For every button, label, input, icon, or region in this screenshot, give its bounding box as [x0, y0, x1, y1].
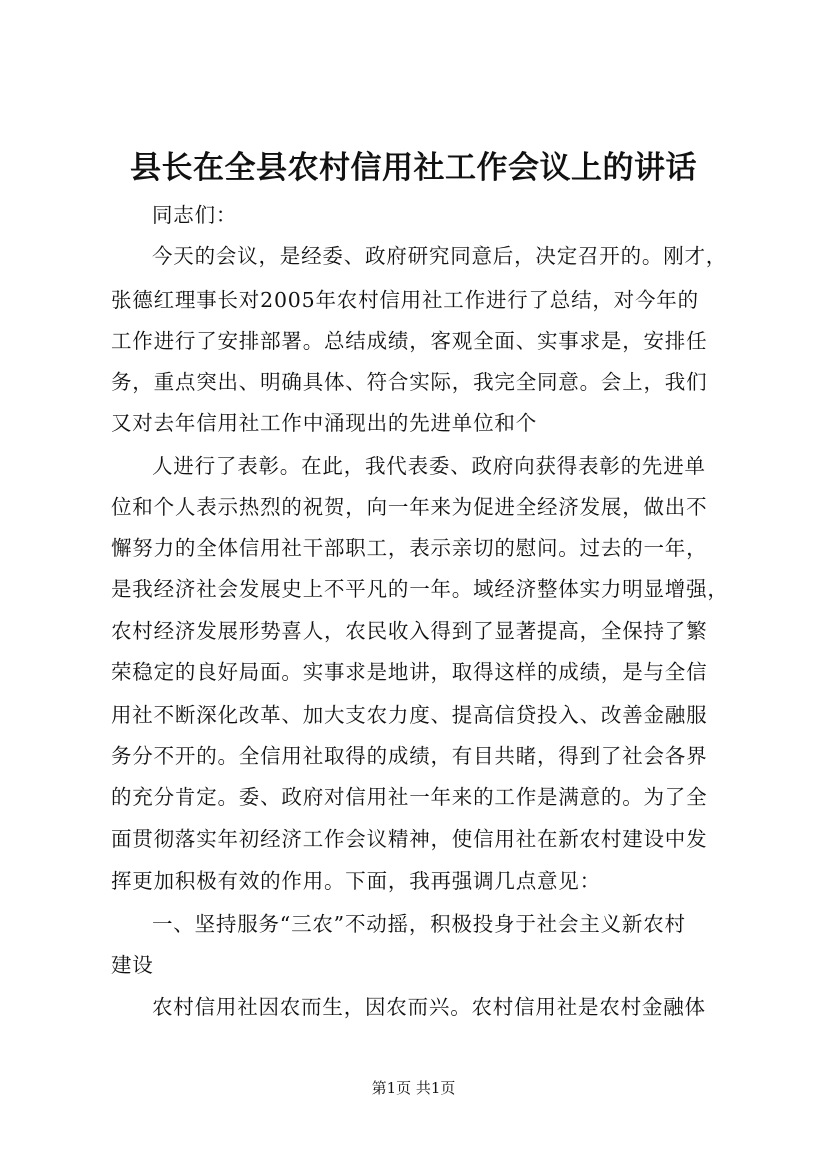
paragraph-line: 务，重点突出、明确具体、符合实际，我完全同意。会上，我们: [111, 370, 708, 394]
paragraph-line: 务分不开的。全信用社取得的成绩，有目共睹，得到了社会各界: [111, 744, 708, 768]
paragraph-line: 懈努力的全体信用社干部职工，表示亲切的慰问。过去的一年，: [111, 536, 708, 560]
paragraph-line: 面贯彻落实年初经济工作会议精神，使信用社在新农村建设中发: [111, 827, 708, 851]
paragraph-line: 用社不断深化改革、加大支农力度、提高信贷投入、改善金融服: [111, 703, 708, 727]
paragraph-line: 位和个人表示热烈的祝贺，向一年来为促进全经济发展，做出不: [111, 495, 708, 519]
paragraph-line: 农村信用社因农而生，因农而兴。农村信用社是农村金融体: [152, 995, 706, 1019]
page-footer: 第1页 共1页: [371, 1079, 456, 1097]
section-heading-line: 建设: [111, 953, 154, 977]
salutation: 同志们：: [152, 203, 238, 227]
paragraph-line: 工作进行了安排部署。总结成绩，客观全面、实事求是，安排任: [111, 329, 708, 353]
paragraph-line: 今天的会议，是经委、政府研究同意后，决定召开的。刚才，: [152, 244, 728, 268]
paragraph-line: 又对去年信用社工作中涌现出的先进单位和个: [111, 411, 537, 435]
paragraph-line: 张德红理事长对2005年农村信用社工作进行了总结，对今年的: [111, 288, 699, 312]
paragraph-line: 的充分肯定。委、政府对信用社一年来的工作是满意的。为了全: [111, 785, 708, 809]
paragraph-line: 农村经济发展形势喜人，农民收入得到了显著提高，全保持了繁: [111, 619, 708, 643]
paragraph-line: 人进行了表彰。在此，我代表委、政府向获得表彰的先进单: [152, 454, 706, 478]
paragraph-line: 荣稳定的良好局面。实事求是地讲，取得这样的成绩，是与全信: [111, 660, 708, 684]
paragraph-line: 挥更加积极有效的作用。下面，我再强调几点意见：: [111, 869, 601, 893]
paragraph-line: 是我经济社会发展史上不平凡的一年。域经济整体实力明显增强，: [111, 577, 729, 601]
section-heading-line: 一、坚持服务“三农”不动摇，积极投身于社会主义新农村: [152, 912, 686, 936]
document-title: 县长在全县农村信用社工作会议上的讲话: [130, 150, 697, 186]
